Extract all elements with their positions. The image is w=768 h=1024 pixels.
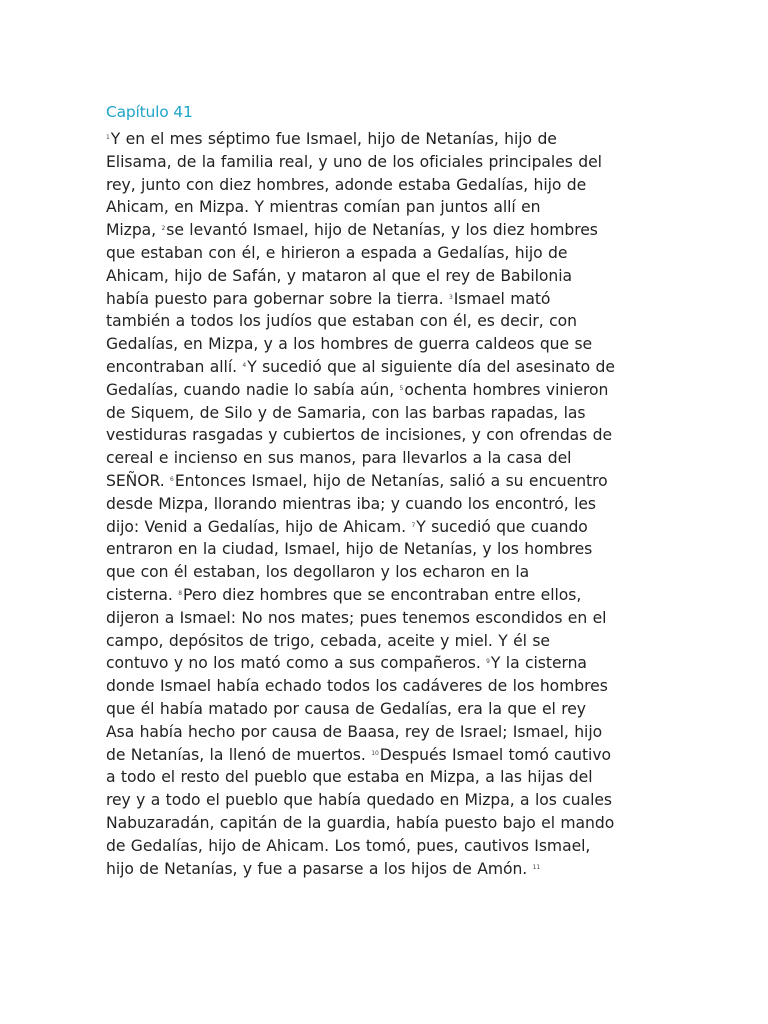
verse-text: Gedalías, en Mizpa, y a los hombres de guerra caldeos que se [106,335,593,354]
verse-text: cereal e incienso en sus manos, para llevarlos a la casa del [106,449,572,468]
verse-number: 2 [161,225,166,233]
text-line [106,584,666,607]
verse-text: Gedalías, cuando nadie lo sabía aún, [106,380,400,399]
verse-text: también a todos los judíos que estaban con él, es decir, con [106,312,577,331]
text-line [106,698,666,721]
verse-text: rey, junto con diez hombres, adonde estaba Gedalías, hijo de [106,175,587,194]
verse-text: Y la cisterna [490,654,587,673]
verse-text: de Netanías, la llenó de muertos. [106,745,372,764]
text-line [106,516,666,539]
text-line [106,174,666,197]
text-line [106,310,666,333]
text-line [106,675,666,698]
verse-number: 5 [399,384,404,392]
verse-text: Después Ismael tomó cautivo [379,745,612,764]
verse-text: desde Mizpa, llorando mientras iba; y cuando los encontró, les [106,494,597,513]
text-line [106,630,666,653]
verse-text: ochenta hombres vinieron [404,380,609,399]
verse-text: Ahicam, en Mizpa. Y mientras comían pan juntos allí en [106,198,541,217]
verse-number: 4 [242,361,247,369]
chapter-title: Capítulo 41 [106,103,193,121]
verse-text: donde Ismael había echado todos los cadáveres de los hombres [106,677,608,696]
verse-text: SEÑOR. [106,471,171,490]
verse-text: que estaban con él, e hirieron a espada a Gedalías, hijo de [106,243,568,262]
verse-number: 9 [486,658,490,666]
verse-number: 7 [411,521,416,529]
text-line [106,402,666,425]
text-line [106,561,666,584]
verse-text: contuvo y no los mató como a sus compañeros. [106,654,487,673]
text-line [106,447,666,470]
verse-text: Nabuzaradán, capitán de la guardia, había puesto bajo el mando [106,813,615,832]
verse-text: vestiduras rasgadas y cubiertos de incisiones, y con ofrendas de [106,426,613,445]
text-line [106,128,666,151]
verse-text: rey y a todo el pueblo que había quedado en Mizpa, a los cuales [106,791,612,810]
text-line [106,835,666,858]
verse-text: Pero diez hombres que se encontraban entre ellos, [183,585,582,604]
text-line [106,652,666,675]
text-line [106,242,666,265]
verse-text: a todo el resto del pueblo que estaba en Mizpa, a las hijas del [106,768,593,787]
verse-text: Y sucedió que cuando [416,517,588,536]
text-line [106,721,666,744]
verse-text: Mizpa, [106,221,162,240]
verse-text: dijeron a Ismael: No nos mates; pues tenemos escondidos en el [106,608,607,627]
text-line [106,424,666,447]
verse-text: campo, depósitos de trigo, cebada, aceite y miel. Y él se [106,631,550,650]
verse-text: Ismael mató [453,289,551,308]
verse-number: 3 [448,293,453,301]
verse-text: que él había matado por causa de Gedalías, era la que el rey [106,699,586,718]
verse-text: Ahicam, hijo de Safán, y mataron al que el rey de Babilonia [106,266,572,285]
document-page [106,101,666,880]
text-line [106,333,666,356]
verse-number: 6 [170,475,174,483]
verse-text: de Siquem, de Silo y de Samaria, con las barbas rapadas, las [106,403,586,422]
verse-text: Y en el mes séptimo fue Ismael, hijo de Netanías, hijo de [110,130,557,148]
text-line [106,151,666,174]
text-line [106,356,666,379]
text-line [106,379,666,402]
verse-text: entraron en la ciudad, Ismael, hijo de Netanías, y los hombres [106,540,593,559]
text-line [106,812,666,835]
verse-text: hijo de Netanías, y fue a pasarse a los hijos de Amón. [106,859,533,878]
verse-text: Y sucedió que al siguiente día del asesinato de [247,357,615,376]
text-line [106,766,666,789]
verse-text: había puesto para gobernar sobre la tierra. [106,289,449,308]
verse-text: cisterna. [106,585,179,604]
verse-text: que con él estaban, los degollaron y los echaron en la [106,563,530,582]
verse-text: Asa había hecho por causa de Baasa, rey de Israel; Ismael, hijo [106,722,603,741]
text-line [106,858,666,881]
verse-text: Entonces Ismael, hijo de Netanías, salió a su encuentro [174,471,608,490]
text-line [106,288,666,311]
verse-text: Elisama, de la familia real, y uno de los oficiales principales del [106,152,602,171]
verse-number: 8 [178,589,183,597]
verse-number: 1 [106,134,110,141]
text-line [106,744,666,767]
verse-text: dijo: Venid a Gedalías, hijo de Ahicam. [106,517,412,536]
text-line [106,789,666,812]
verse-number: 10 [371,749,379,757]
text-line [106,493,666,516]
verse-text: encontraban allí. [106,357,243,376]
text-line [106,265,666,288]
text-line [106,538,666,561]
text-line [106,607,666,630]
text-line [106,470,666,493]
text-line [106,196,666,219]
chapter-body-text [106,128,666,880]
verse-text: se levantó Ismael, hijo de Netanías, y los diez hombres [166,221,598,240]
text-line [106,219,666,242]
verse-text: de Gedalías, hijo de Ahicam. Los tomó, pues, cautivos Ismael, [106,836,591,855]
verse-number: 11 [532,863,541,871]
